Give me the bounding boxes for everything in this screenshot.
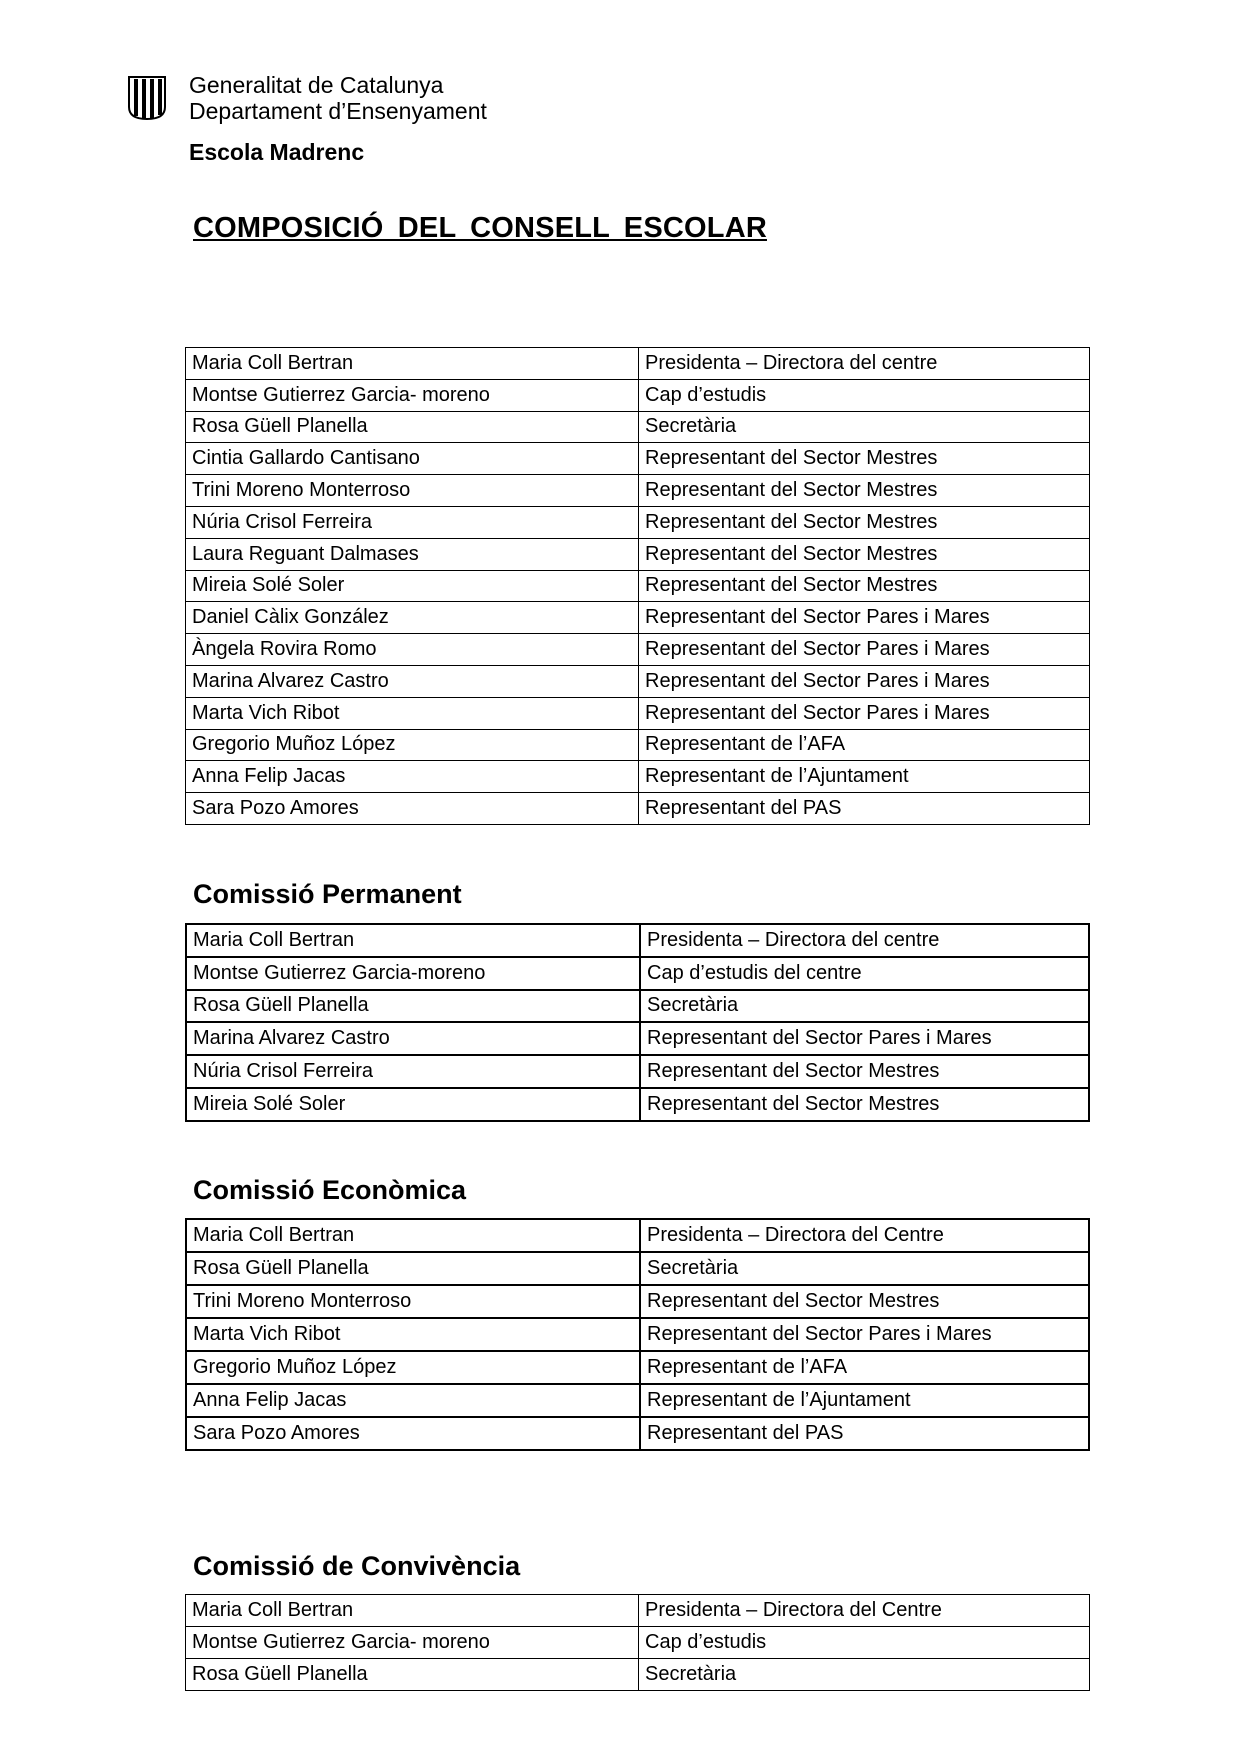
- member-role: Representant de l’Ajuntament: [640, 1384, 1089, 1417]
- member-role: Representant del Sector Pares i Mares: [639, 602, 1090, 634]
- member-name: Rosa Güell Planella: [186, 1659, 639, 1691]
- table-row: [186, 1384, 1089, 1417]
- member-name: Montse Gutierrez Garcia-moreno: [186, 957, 640, 990]
- table-row: [186, 1252, 1089, 1285]
- member-role: Representant del Sector Mestres: [639, 475, 1090, 507]
- member-name: Marina Alvarez Castro: [186, 665, 639, 697]
- member-name: Cintia Gallardo Cantisano: [186, 443, 639, 475]
- table-row: [186, 443, 1090, 475]
- table-row: [186, 506, 1090, 538]
- table-row: [186, 729, 1090, 761]
- economica-title: Comissió Econòmica: [193, 1175, 467, 1205]
- member-role: Representant del Sector Mestres: [640, 1285, 1089, 1318]
- member-name: Anna Felip Jacas: [186, 1384, 640, 1417]
- member-name: Trini Moreno Monterroso: [186, 1285, 640, 1318]
- member-name: Marina Alvarez Castro: [186, 1022, 640, 1055]
- member-role: Secretària: [640, 990, 1089, 1023]
- table-row: [186, 411, 1090, 443]
- table-row: [186, 1627, 1090, 1659]
- table-row: [186, 1417, 1089, 1450]
- member-role: Secretària: [639, 1659, 1090, 1691]
- department-name: Departament d’Ensenyament: [189, 98, 487, 124]
- page-title: COMPOSICIÓ DEL CONSELL ESCOLAR: [193, 212, 767, 244]
- table-row: [186, 1088, 1089, 1121]
- table-row: [186, 379, 1090, 411]
- member-role: Cap d’estudis: [639, 379, 1090, 411]
- permanent-table: [185, 923, 1090, 1122]
- member-role: Representant del Sector Mestres: [639, 506, 1090, 538]
- member-name: Anna Felip Jacas: [186, 761, 639, 793]
- member-name: Marta Vich Ribot: [186, 697, 639, 729]
- member-name: Daniel Càlix González: [186, 602, 639, 634]
- table-row: [186, 990, 1089, 1023]
- permanent-title: Comissió Permanent: [193, 879, 462, 909]
- member-name: Gregorio Muñoz López: [186, 729, 639, 761]
- member-role: Secretària: [639, 411, 1090, 443]
- table-row: [186, 1351, 1089, 1384]
- table-row: [186, 957, 1089, 990]
- member-role: Representant del Sector Pares i Mares: [640, 1318, 1089, 1351]
- consell-table: [185, 347, 1090, 825]
- member-name: Núria Crisol Ferreira: [186, 506, 639, 538]
- member-name: Gregorio Muñoz López: [186, 1351, 640, 1384]
- member-name: Àngela Rovira Romo: [186, 634, 639, 666]
- member-role: Cap d’estudis del centre: [640, 957, 1089, 990]
- member-role: Representant del Sector Pares i Mares: [639, 634, 1090, 666]
- school-name: Escola Madrenc: [189, 139, 365, 165]
- table-row: [186, 538, 1090, 570]
- table-row: [186, 924, 1089, 957]
- member-name: Montse Gutierrez Garcia- moreno: [186, 379, 639, 411]
- member-role: Representant de l’AFA: [639, 729, 1090, 761]
- member-role: Presidenta – Directora del centre: [639, 348, 1090, 380]
- member-name: Rosa Güell Planella: [186, 990, 640, 1023]
- member-role: Representant del Sector Pares i Mares: [639, 665, 1090, 697]
- org-name: Generalitat de Catalunya: [189, 72, 444, 98]
- member-name: Rosa Güell Planella: [186, 411, 639, 443]
- member-role: Presidenta – Directora del Centre: [640, 1219, 1089, 1252]
- member-name: Maria Coll Bertran: [186, 1219, 640, 1252]
- table-row: [186, 475, 1090, 507]
- table-row: [186, 1595, 1090, 1627]
- table-row: [186, 602, 1090, 634]
- table-row: [186, 1055, 1089, 1088]
- member-name: Marta Vich Ribot: [186, 1318, 640, 1351]
- table-row: [186, 1285, 1089, 1318]
- member-name: Sara Pozo Amores: [186, 1417, 640, 1450]
- member-name: Mireia Solé Soler: [186, 1088, 640, 1121]
- table-row: [186, 634, 1090, 666]
- member-role: Representant del Sector Mestres: [640, 1088, 1089, 1121]
- member-role: Representant de l’Ajuntament: [639, 761, 1090, 793]
- member-role: Secretària: [640, 1252, 1089, 1285]
- member-role: Representant del PAS: [639, 793, 1090, 825]
- member-role: Presidenta – Directora del Centre: [639, 1595, 1090, 1627]
- convivencia-table: [185, 1594, 1090, 1691]
- member-name: Maria Coll Bertran: [186, 924, 640, 957]
- table-row: [186, 1318, 1089, 1351]
- table-row: [186, 1022, 1089, 1055]
- table-row: [186, 1219, 1089, 1252]
- member-role: Representant del Sector Pares i Mares: [639, 697, 1090, 729]
- table-row: [186, 665, 1090, 697]
- member-role: Presidenta – Directora del centre: [640, 924, 1089, 957]
- member-role: Cap d’estudis: [639, 1627, 1090, 1659]
- member-role: Representant del Sector Mestres: [640, 1055, 1089, 1088]
- member-name: Núria Crisol Ferreira: [186, 1055, 640, 1088]
- convivencia-title: Comissió de Convivència: [193, 1551, 521, 1581]
- member-role: Representant del Sector Pares i Mares: [640, 1022, 1089, 1055]
- table-row: [186, 1659, 1090, 1691]
- member-name: Trini Moreno Monterroso: [186, 475, 639, 507]
- table-row: [186, 761, 1090, 793]
- member-name: Maria Coll Bertran: [186, 348, 639, 380]
- member-role: Representant del PAS: [640, 1417, 1089, 1450]
- member-name: Mireia Solé Soler: [186, 570, 639, 602]
- member-name: Sara Pozo Amores: [186, 793, 639, 825]
- member-role: Representant de l’AFA: [640, 1351, 1089, 1384]
- member-role: Representant del Sector Mestres: [639, 538, 1090, 570]
- member-name: Montse Gutierrez Garcia- moreno: [186, 1627, 639, 1659]
- member-name: Maria Coll Bertran: [186, 1595, 639, 1627]
- member-role: Representant del Sector Mestres: [639, 443, 1090, 475]
- member-role: Representant del Sector Mestres: [639, 570, 1090, 602]
- table-row: [186, 570, 1090, 602]
- table-row: [186, 697, 1090, 729]
- table-row: [186, 793, 1090, 825]
- generalitat-logo-icon: [127, 75, 167, 121]
- member-name: Rosa Güell Planella: [186, 1252, 640, 1285]
- economica-table: [185, 1218, 1090, 1451]
- member-name: Laura Reguant Dalmases: [186, 538, 639, 570]
- table-row: [186, 348, 1090, 380]
